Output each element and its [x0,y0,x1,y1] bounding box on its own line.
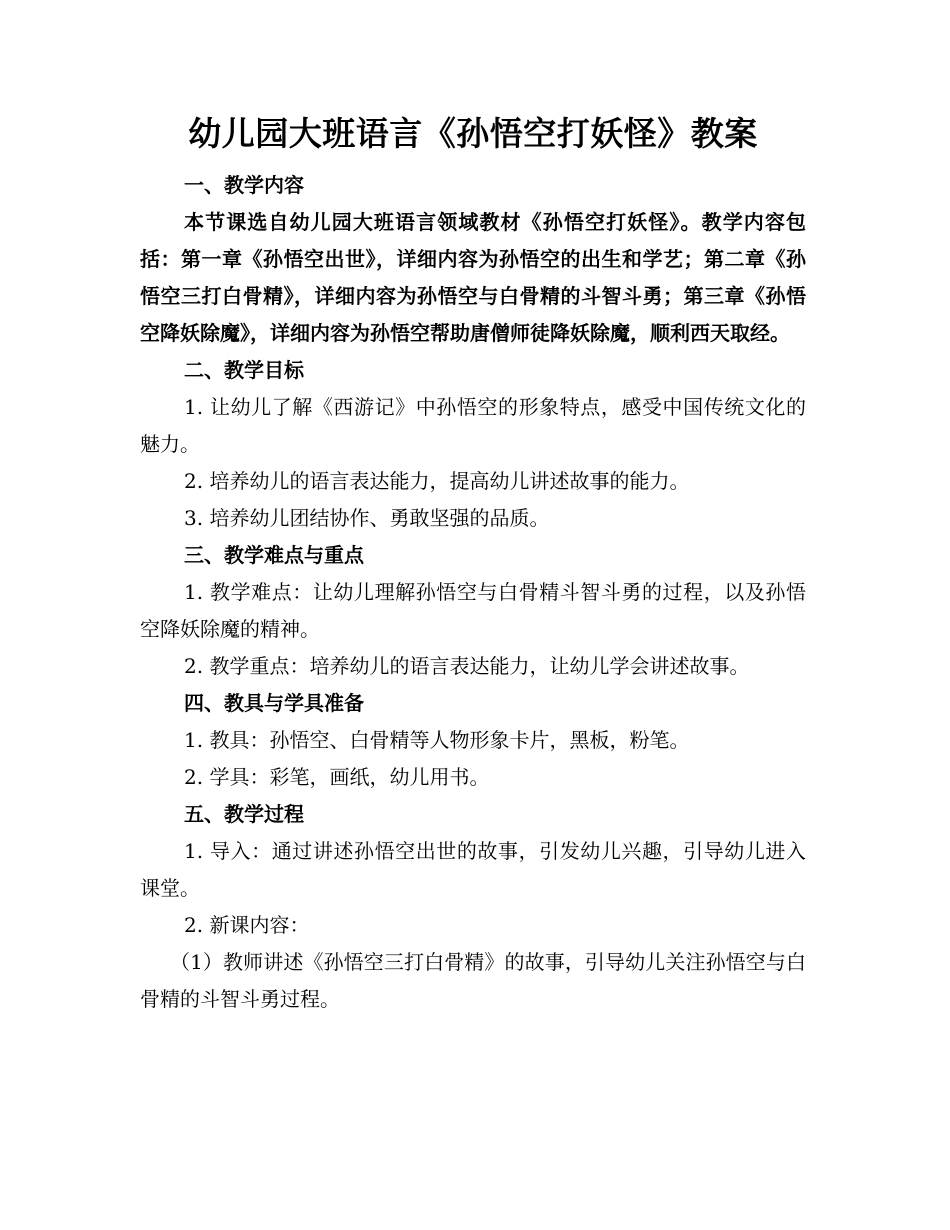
section-1-heading: 一、教学内容 [184,173,304,197]
process-item-2: 2. 新课内容： [184,913,310,937]
objective-item-3: 3. 培养幼儿团结协作、勇敢坚强的品质。 [184,506,550,530]
section-2-heading: 二、教学目标 [184,358,304,382]
difficulty-item-1: 1. 教学难点：让幼儿理解孙悟空与白骨精斗智斗勇的过程，以及孙悟空降妖除魔的精神。 [140,580,806,641]
section-1-body: 本节课选自幼儿园大班语言领域教材《孙悟空打妖怪》。教学内容包括：第一章《孙悟空出世》，详细内容为孙悟空的出生和学艺；第二章《孙悟空三打白骨精》，详细内容为孙悟空与白骨精的斗智斗勇；第三章《孙悟空降妖除魔》，详细内容为孙悟空帮助唐僧师徒降妖除魔，顺利西天取经。 [140,210,806,345]
document-title: 幼儿园大班语言《孙悟空打妖怪》教案 [188,114,758,153]
materials-item-2: 2. 学具：彩笔，画纸，幼儿用书。 [184,765,490,789]
objective-item-2: 2. 培养幼儿的语言表达能力，提高幼儿讲述故事的能力。 [184,469,690,493]
process-subitem-1: （1）教师讲述《孙悟空三打白骨精》的故事，引导幼儿关注孙悟空与白骨精的斗智斗勇过程。 [140,950,806,1011]
materials-item-1: 1. 教具：孙悟空、白骨精等人物形象卡片，黑板，粉笔。 [184,728,690,752]
section-4-heading: 四、教具与学具准备 [184,691,364,715]
document-page [140,108,806,1018]
process-item-1: 1. 导入：通过讲述孙悟空出世的故事，引发幼儿兴趣，引导幼儿进入课堂。 [140,839,806,900]
difficulty-item-2: 2. 教学重点：培养幼儿的语言表达能力，让幼儿学会讲述故事。 [184,654,750,678]
objective-item-1: 1. 让幼儿了解《西游记》中孙悟空的形象特点，感受中国传统文化的魅力。 [140,395,806,456]
section-3-heading: 三、教学难点与重点 [184,543,364,567]
section-5-heading: 五、教学过程 [184,802,304,826]
